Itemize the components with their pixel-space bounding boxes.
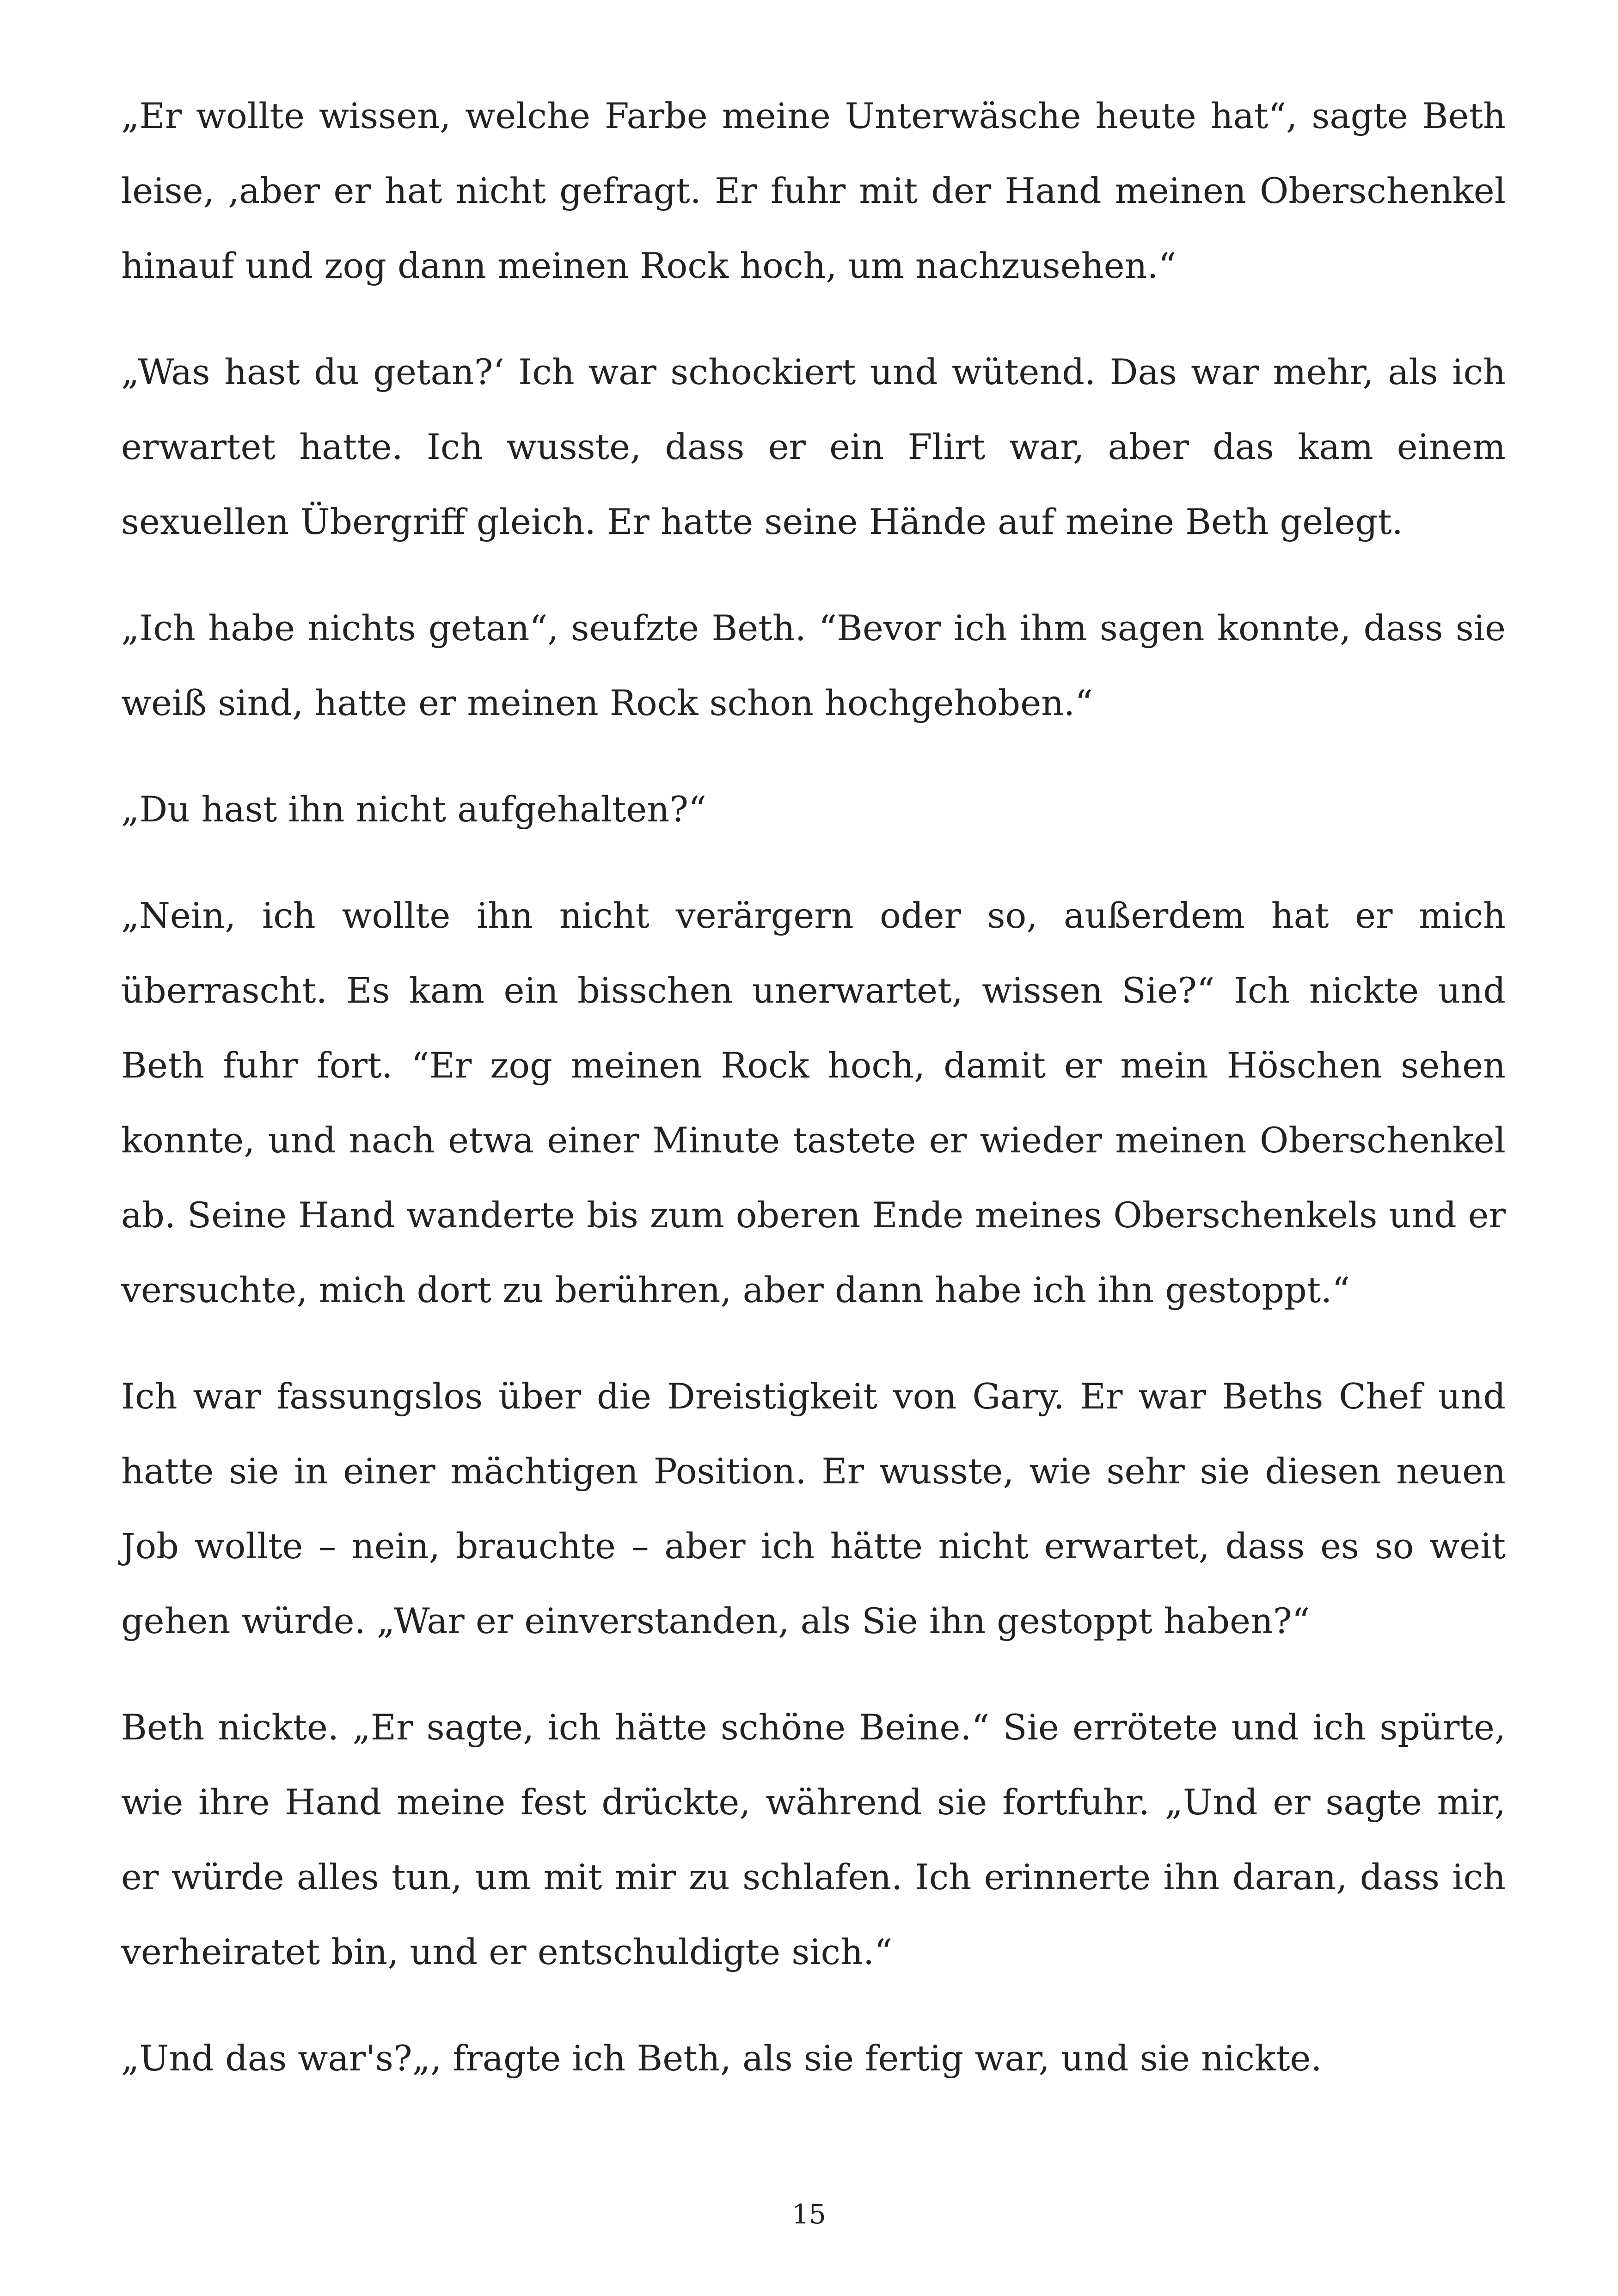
paragraph-5: „Nein, ich wollte ihn nicht verärgern oder so, außerdem hat er mich überrascht. Es kam ein bisschen unerwartet, wissen Sie?“ Ich nickte und Beth fuhr fort. “Er zog meinen Rock hoch, damit er mein Höschen sehen konnte, und nach etwa einer Minute tastete er wieder meinen Oberschenkel ab. Seine Hand wanderte bis zum oberen Ende meines Oberschenkels und er versuchte, mich dort zu berühren, aber dann habe ich ihn gestoppt.“	[121, 895, 1506, 1310]
paragraph-6: Ich war fassungslos über die Dreistigkeit von Gary. Er war Beths Chef und hatte sie in einer mächtigen Position. Er wusste, wie sehr sie diesen neuen Job wollte – nein, brauchte – aber ich hätte nicht erwartet, dass es so weit gehen würde. „War er einverstanden, als Sie ihn gestoppt haben?“	[121, 1376, 1506, 1641]
paragraph-3: „Ich habe nichts getan“, seufzte Beth. “Bevor ich ihm sagen konnte, dass sie weiß sind, hatte er meinen Rock schon hochgehoben.“	[121, 607, 1506, 723]
paragraph-8: „Und das war's?„, fragte ich Beth, als sie fertig war, und sie nickte.	[121, 2038, 1322, 2079]
paragraph-1: „Er wollte wissen, welche Farbe meine Unterwäsche heute hat“, sagte Beth leise, ‚aber er hat nicht gefragt. Er fuhr mit der Hand meinen Oberschenkel hinauf und zog dann meinen Rock hoch, um nachzusehen.“	[121, 95, 1506, 286]
paragraph-4: „Du hast ihn nicht aufgehalten?“	[121, 789, 706, 830]
body-text	[121, 79, 1506, 2127]
paragraph-7: Beth nickte. „Er sagte, ich hätte schöne Beine.“ Sie errötete und ich spürte, wie ihre Hand meine fest drückte, während sie fortfuhr. „Und er sagte mir, er würde alles tun, um mit mir zu schlafen. Ich erinnerte ihn daran, dass ich verheiratet bin, und er entschuldigte sich.“	[121, 1707, 1506, 1972]
paragraph-2: „Was hast du getan?‘ Ich war schockiert und wütend. Das war mehr, als ich erwartet hatte. Ich wusste, dass er ein Flirt war, aber das kam einem sexuellen Übergriff gleich. Er hatte seine Hände auf meine Beth gelegt.	[121, 351, 1506, 542]
page-number: 15	[792, 2198, 826, 2230]
